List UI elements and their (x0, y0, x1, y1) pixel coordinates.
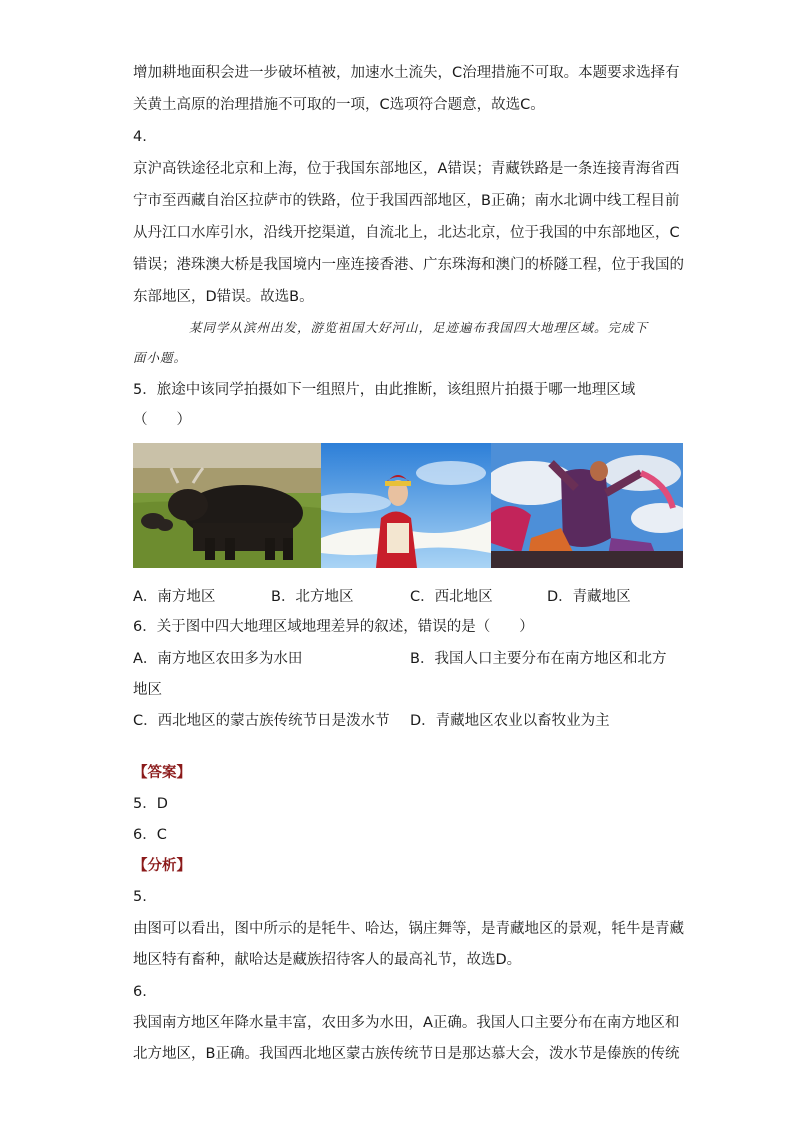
text-line: 北方地区，B正确。我国西北地区蒙古族传统节日是那达慕大会，泼水节是傣族的传统 (133, 1046, 680, 1062)
q6-option-a: A．南方地区农田多为水田 (133, 651, 303, 667)
text-line: 东部地区，D错误。故选B。 (133, 289, 314, 305)
text-line: 关黄土高原的治理措施不可取的一项，C选项符合题意，故选C。 (133, 97, 545, 113)
dance-photo (491, 443, 683, 568)
q5-option-a: A．南方地区 (133, 589, 216, 605)
yak-photo (133, 443, 321, 568)
text-line: 宁市至西藏自治区拉萨市的铁路，位于我国西部地区，B正确；南水北调中线工程目前 (133, 193, 680, 209)
q5-option-d: D．青藏地区 (547, 589, 631, 605)
answer-5: 5．D (133, 796, 168, 812)
text-line: 由图可以看出，图中所示的是牦牛、哈达，锅庄舞等，是青藏地区的景观，牦牛是青藏 (133, 921, 684, 937)
answer-6: 6．C (133, 827, 167, 843)
q5-option-c: C．西北地区 (410, 589, 493, 605)
question-5: 5．旅途中该同学拍摄如下一组照片，由此推断，该组照片拍摄于哪一地理区域 (133, 382, 636, 398)
text-line: 错误；港珠澳大桥是我国境内一座连接香港、广东珠海和澳门的桥隧工程，位于我国的 (133, 257, 684, 273)
group-intro: 某同学从滨州出发，游览祖国大好河山，足迹遍布我国四大地理区域。完成下 (189, 320, 649, 335)
analysis-5-number: 5. (133, 889, 147, 905)
hada-photo (321, 443, 491, 568)
q6-option-d: D．青藏地区农业以畜牧业为主 (410, 713, 610, 729)
text-line: 增加耕地面积会进一步破坏植被，加速水土流失，C治理措施不可取。本题要求选择有 (133, 65, 680, 81)
analysis-heading: 【分析】 (133, 858, 191, 874)
question-number: 4. (133, 129, 147, 145)
question-5-paren: （ ） (133, 412, 191, 428)
analysis-6-number: 6. (133, 984, 147, 1000)
text-line: 从丹江口水库引水，沿线开挖渠道，自流北上，北达北京，位于我国的中东部地区，C (133, 225, 680, 241)
text-line: 京沪高铁途径北京和上海，位于我国东部地区，A错误；青藏铁路是一条连接青海省西 (133, 161, 680, 177)
photo-strip (133, 443, 683, 568)
group-intro: 面小题。 (133, 350, 188, 365)
q6-option-b-continued: 地区 (133, 682, 162, 698)
q6-option-b: B．我国人口主要分布在南方地区和北方 (410, 651, 667, 667)
question-6: 6．关于图中四大地理区域地理差异的叙述，错误的是（ ） (133, 619, 534, 635)
answer-heading: 【答案】 (133, 765, 191, 781)
q6-option-c: C．西北地区的蒙古族传统节日是泼水节 (133, 713, 390, 729)
q5-option-b: B．北方地区 (271, 589, 354, 605)
text-line: 地区特有畜种，献哈达是藏族招待客人的最高礼节，故选D。 (133, 952, 522, 968)
text-line: 我国南方地区年降水量丰富，农田多为水田，A正确。我国人口主要分布在南方地区和 (133, 1015, 680, 1031)
